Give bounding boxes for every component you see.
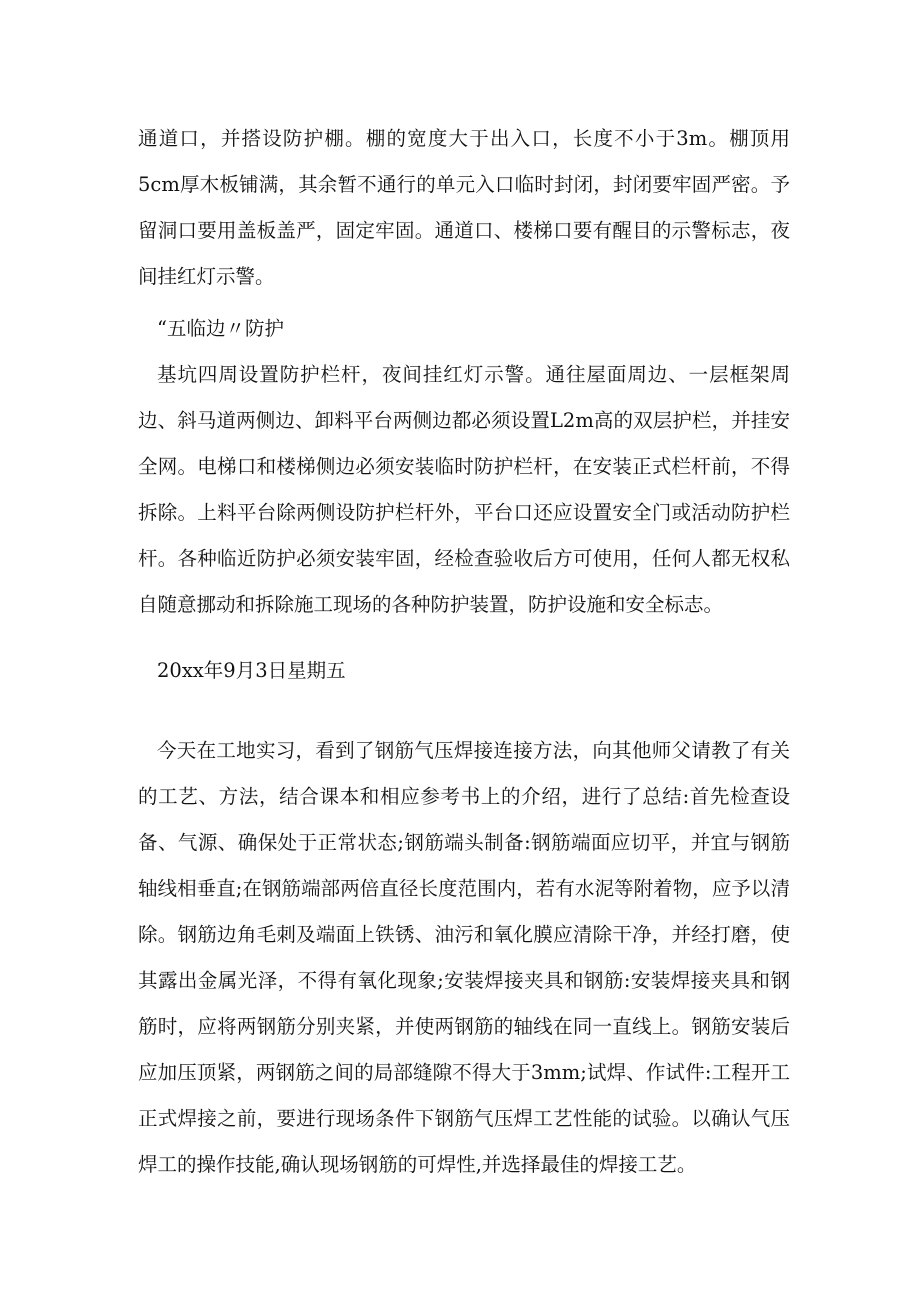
paragraph-edge-protection: 基坑四周设置防护栏杆，夜间挂红灯示警。通往屋面周边、一层框架周边、斜马道两侧边、卸料平台两侧边都必须设置L2m高的双层护栏，并挂安全网。电梯口和楼梯侧边必须安装临时防护栏杆，在安装正式栏杆前，不得拆除。上料平台除两侧设防护栏杆外，平台口还应设置安全门或活动防护栏杆。各种临近防护必须安装牢固，经检查验收后方可使用，任何人都无权私自随意挪动和拆除施工现场的各种防护装置，防护设施和安全标志。 <box>138 363 790 616</box>
diary-date: 20xx年9月3日星期五 <box>157 659 346 682</box>
section-heading-five-edges: “五临边〃防护 <box>157 317 284 340</box>
paragraph-passage-protection: 通道口，并搭设防护棚。棚的宽度大于出入口，长度不小于3m。棚顶用5cm厚木板铺满，其余暂不通行的单元入口临时封闭，封闭要牢固严密。予留洞口要用盖板盖严，固定牢固。通道口、楼梯口要有醒目的示警标志，夜间挂红灯示警。 <box>138 127 790 288</box>
paragraph-gas-pressure-welding: 今天在工地实习，看到了钢筋气压焊接连接方法，向其他师父请教了有关的工艺、方法，结合课本和相应参考书上的介绍，进行了总结:首先检查设备、气源、确保处于正常状态;钢筋端头制备:钢筋端面应切平，并宜与钢筋轴线相垂直;在钢筋端部两倍直径长度范围内，若有水泥等附着物，应予以清除。钢筋边角毛刺及端面上铁锈、油污和氧化膜应清除干净，并经打磨，使其露出金属光泽，不得有氧化现象;安装焊接夹具和钢筋:安装焊接夹具和钢筋时，应将两钢筋分别夹紧，并使两钢筋的轴线在同一直线上。钢筋安装后应加压顶紧，两钢筋之间的局部缝隙不得大于3mm;试焊、作试件:工程开工正式焊接之前，要进行现场条件下钢筋气压焊工艺性能的试验。以确认气压焊工的操作技能,确认现场钢筋的可焊性,并选择最佳的焊接工艺。 <box>138 739 790 1176</box>
